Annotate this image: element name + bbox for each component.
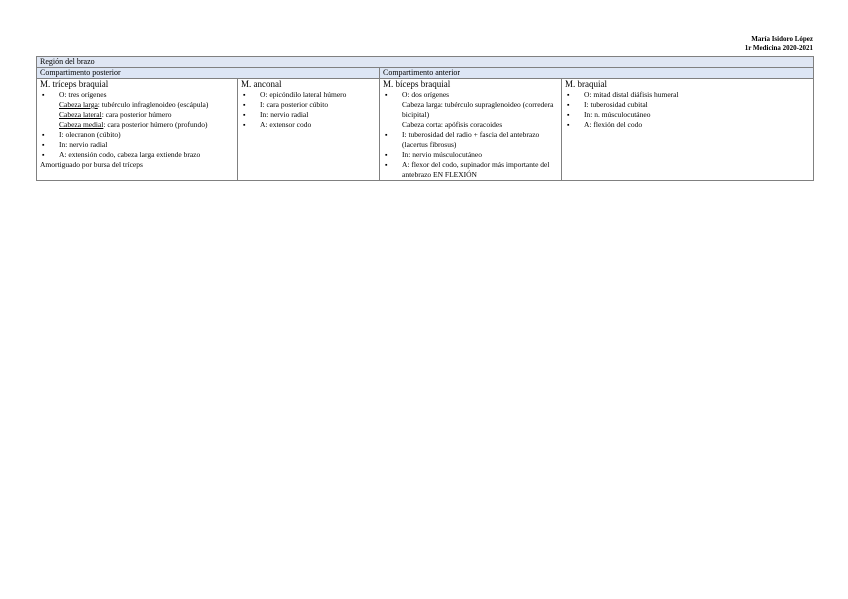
head-desc: : cara posterior húmero (profundo): [103, 120, 208, 129]
biceps-list: [383, 90, 558, 100]
list-item: ▪ O: epicóndilo lateral húmero: [241, 90, 376, 100]
list-item: ▪ I: olecranon (cúbito): [40, 130, 234, 140]
triceps-list: [40, 90, 234, 100]
triceps-origin-text: O: tres orígenes: [59, 90, 107, 99]
head-name: Cabeza medial: [59, 120, 104, 129]
posterior-compartment-header: Compartimento posterior: [37, 68, 380, 79]
head-desc: : tubérculo infraglenoideo (escápula): [97, 100, 209, 109]
anterior-compartment-header: Compartimento anterior: [380, 68, 814, 79]
arm-region-table: [36, 56, 814, 181]
head-desc: : cara posterior húmero: [101, 110, 172, 119]
biceps-cell: [380, 79, 562, 181]
triceps-head-lateral: [40, 110, 234, 120]
list-item: ▪ In: nervio radial: [241, 110, 376, 120]
braquial-title: M. braquial: [565, 79, 607, 89]
biceps-list-rest: [383, 130, 558, 180]
triceps-list-rest: [40, 130, 234, 160]
list-item: ▪ In: nervio radial: [40, 140, 234, 150]
list-item: ▪ A: flexor del codo, supinador más importante del antebrazo EN FLEXIÓN: [383, 160, 558, 180]
triceps-head-long: [40, 100, 234, 110]
biceps-head-long: Cabeza larga: tubérculo supraglenoideo (corredera bicipital): [402, 100, 554, 119]
list-item: ▪ In: n. músculocutáneo: [565, 110, 810, 120]
list-item: ▪ I: tuberosidad del radio + fascia del antebrazo (lacertus fibrosus): [383, 130, 558, 150]
list-item: ▪ A: extensor codo: [241, 120, 376, 130]
author-name: María Isidoro López: [751, 35, 813, 43]
head-name: Cabeza larga: [59, 100, 98, 109]
biceps-title: M. bíceps braquial: [383, 79, 451, 89]
region-row: [37, 57, 814, 68]
triceps-note: Amortiguado por bursa del tríceps: [40, 160, 143, 169]
anconeo-title: M. anconal: [241, 79, 282, 89]
triceps-title: M. tríceps braquial: [40, 79, 109, 89]
muscle-row: [37, 79, 814, 181]
list-item: ▪ A: extensión codo, cabeza larga extiende brazo: [40, 150, 234, 160]
triceps-cell: [37, 79, 238, 181]
braquial-list: [565, 90, 810, 130]
head-name: Cabeza lateral: [59, 110, 102, 119]
list-item: ▪ A: flexión del codo: [565, 120, 810, 130]
biceps-head-short: Cabeza corta: apófisis coracoides: [402, 120, 503, 129]
list-item: ▪ I: cara posterior cúbito: [241, 100, 376, 110]
compartment-row: [37, 68, 814, 79]
anconeo-cell: [238, 79, 380, 181]
course-label: 1r Medicina 2020-2021: [744, 44, 813, 52]
triceps-head-medial: [40, 120, 234, 130]
document-header: [745, 35, 813, 53]
anconeo-list: [241, 90, 376, 130]
list-item: ▪ O: mitad distal diáfisis humeral: [565, 90, 810, 100]
braquial-cell: [562, 79, 814, 181]
region-title: Región del brazo: [37, 57, 814, 68]
list-item: ▪ O: dos orígenes: [383, 90, 558, 100]
triceps-origin: [40, 90, 234, 100]
list-item: ▪ In: nervio músculocutáneo: [383, 150, 558, 160]
list-item: ▪ I: tuberosidad cubital: [565, 100, 810, 110]
